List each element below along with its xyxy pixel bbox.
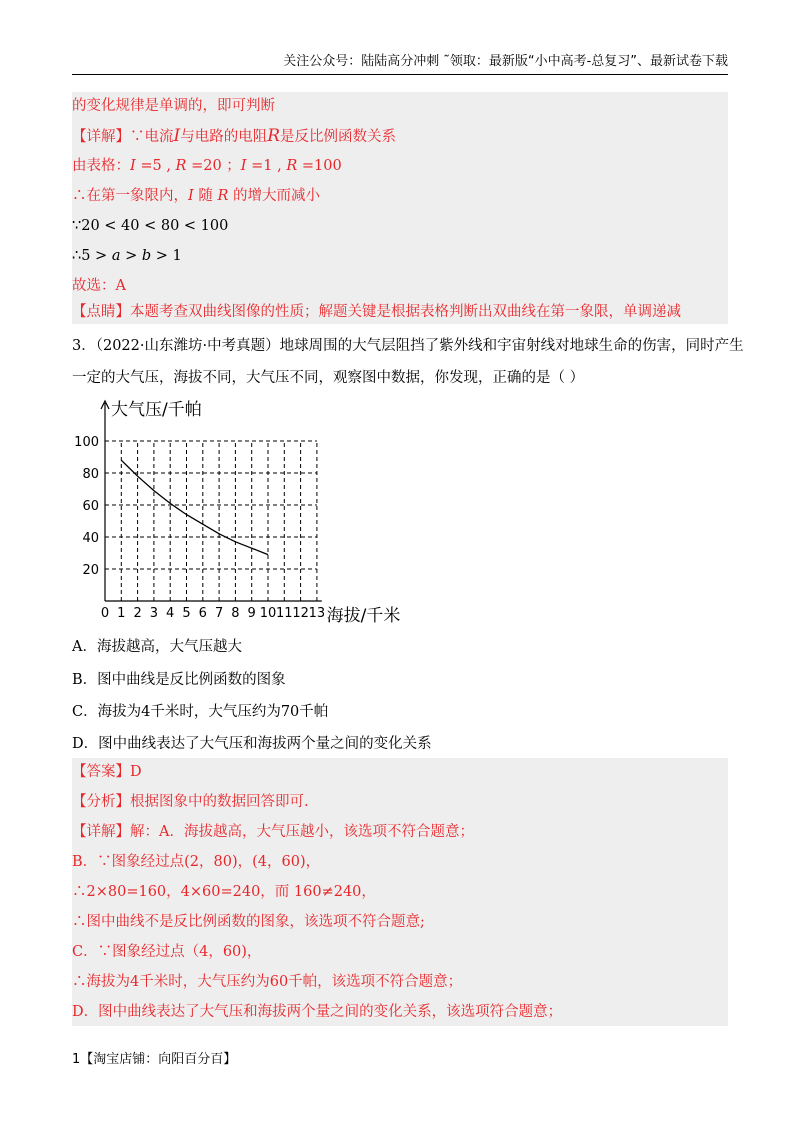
solution-line-4: ∴在第一象限内，I 随 R 的增大而减小 bbox=[72, 188, 320, 204]
solution-line-2: 【详解】∵电流I与电路的电阻R是反比例函数关系 bbox=[72, 126, 397, 146]
x-tick-label: 2 bbox=[133, 606, 142, 621]
x-tick-label: 9 bbox=[247, 606, 256, 621]
answer-line-1: 【答案】D bbox=[72, 764, 142, 780]
y-tick-label: 100 bbox=[74, 435, 99, 450]
answer-line-2: 【分析】根据图象中的数据回答即可. bbox=[72, 794, 309, 810]
option-c: C．海拔为4千米时，大气压约为70千帕 bbox=[72, 704, 329, 720]
y-axis-label: 大气压/千帕 bbox=[111, 400, 202, 420]
x-tick-label: 10 bbox=[259, 606, 277, 621]
question-3-line-1: 3．（2022·山东潍坊·中考真题）地球周围的大气层阻挡了紫外线和宇宙射线对地球生命的伤害，同时产生 bbox=[72, 338, 744, 354]
page-header bbox=[72, 52, 728, 75]
y-tick-label: 60 bbox=[82, 499, 99, 514]
option-a: A．海拔越高，大气压越大 bbox=[72, 639, 242, 655]
x-axis-label: 海拔/千米 bbox=[326, 606, 401, 625]
x-tick-label: 12 bbox=[292, 606, 309, 621]
solution-line-3: 由表格：I =5 , R =20 ；I =1 , R =100 bbox=[72, 158, 342, 174]
footer-text: 1【淘宝店铺：向阳百分百】 bbox=[72, 1052, 237, 1067]
x-tick-label: 1 bbox=[117, 606, 126, 621]
answer-line-7: C．∵图象经过点（4，60)， bbox=[72, 944, 262, 960]
answer-line-5: ∴2×80=160，4×60=240，而 160≠240， bbox=[72, 884, 376, 900]
x-tick-label: 8 bbox=[231, 606, 240, 621]
option-d: D．图中曲线表达了大气压和海拔两个量之间的变化关系 bbox=[72, 736, 432, 752]
page-footer bbox=[72, 1048, 236, 1067]
pressure-altitude-chart bbox=[60, 395, 420, 625]
x-tick-label: 0 bbox=[100, 606, 110, 621]
pressure-curve bbox=[121, 460, 268, 554]
x-tick-label: 13 bbox=[308, 606, 326, 621]
answer-line-3: 【详解】解：A．海拔越高，大气压越小，该选项不符合题意； bbox=[72, 824, 474, 840]
solution-line-8: 【点睛】本题考查双曲线图像的性质；解题关键是根据表格判断出双曲线在第一象限，单调递减 bbox=[72, 304, 681, 320]
header-text: 关注公众号：陆陆高分冲刺 ˜领取：最新版“小中高考-总复习”、最新试卷下载 bbox=[283, 54, 728, 69]
x-tick-label: 6 bbox=[198, 606, 207, 621]
solution-line-7: 故选：A bbox=[72, 278, 126, 294]
x-tick-label: 3 bbox=[149, 606, 159, 621]
y-tick-label: 20 bbox=[82, 563, 99, 578]
x-tick-label: 4 bbox=[166, 606, 175, 621]
detail-label: 【详解】∵电流 bbox=[72, 129, 174, 145]
x-tick-label: 11 bbox=[276, 606, 293, 621]
solution-line-5: ∵20 < 40 < 80 < 100 bbox=[72, 218, 229, 234]
answer-line-8: ∴海拔为4千米时，大气压约为60千帕，该选项不符合题意； bbox=[72, 974, 463, 990]
y-tick-label: 80 bbox=[82, 467, 99, 482]
x-tick-label: 7 bbox=[214, 606, 224, 621]
answer-line-9: D．图中曲线表达了大气压和海拔两个量之间的变化关系，该选项符合题意； bbox=[72, 1004, 563, 1020]
answer-line-4: B．∵图象经过点(2，80)，(4，60)， bbox=[72, 854, 321, 870]
option-b: B．图中曲线是反比例函数的图象 bbox=[72, 672, 286, 688]
question-3-line-2: 一定的大气压，海拔不同，大气压不同，观察图中数据，你发现，正确的是（ ） bbox=[72, 370, 585, 386]
solution-line-1: 的变化规律是单调的，即可判断 bbox=[72, 98, 275, 114]
solution-line-6: ∴5 > a > b > 1 bbox=[72, 248, 182, 264]
x-tick-label: 5 bbox=[182, 606, 191, 621]
y-tick-label: 40 bbox=[82, 531, 99, 546]
answer-line-6: ∴图中曲线不是反比例函数的图象，该选项不符合题意; bbox=[72, 914, 425, 930]
